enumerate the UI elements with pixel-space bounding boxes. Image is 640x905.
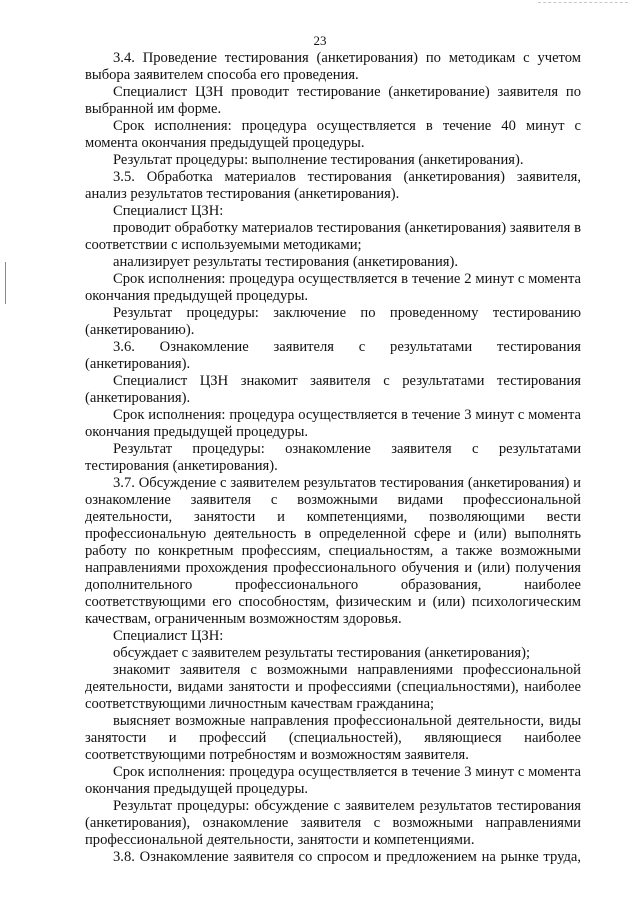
paragraph-3-7-title: 3.7. Обсуждение с заявителем результатов тестирования (анкетирования) и ознакомление заявителя с возможными видами профессиональной деятельности, занятости и компетенциями, позволяющими вести профессиональную деятельность в определенной сфере и (или) выполнять работу по конкретным профессиям, специальностям, а также возможными направлениями прохождения профессионального обучения и (или) получения дополнительного профессионального образования, наиболее соответствующими его способностям, физическим и (или) психологическим качествам, ограниченным возможностям здоровья. [85,475,581,627]
scan-margin-mark [5,262,6,304]
paragraph-3-7-result: Результат процедуры: обсуждение с заявителем результатов тестирования (анкетирования), ознакомление заявителя с возможными направлениями профессиональной деятельности, занятости и компетенциями. [85,798,581,848]
paragraph-3-8-title: 3.8. Ознакомление заявителя со спросом и предложением на рынке труда, [113,849,581,865]
paragraph-3-7-action-3: выясняет возможные направления профессиональной деятельности, виды занятости и профессий (специальностей), являющиеся наиболее соответствующими потребностям и возможностям заявителя. [85,713,581,763]
paragraph-3-6-result: Результат процедуры: ознакомление заявителя с результатами тестирования (анкетирования). [85,441,581,474]
paragraph-3-5-action-1: проводит обработку материалов тестирования (анкетирования) заявителя в соответствии с используемыми методиками; [85,220,581,253]
paragraph-3-5-action-2: анализирует результаты тестирования (анкетирования). [113,254,458,270]
document-body [85,50,581,866]
paragraph-3-4-result: Результат процедуры: выполнение тестирования (анкетирования). [113,152,524,168]
paragraph-3-7-action-1: обсуждает с заявителем результаты тестирования (анкетирования); [113,645,531,661]
paragraph-3-7-action-2: знакомит заявителя с возможными направлениями профессиональной деятельности, видами занятости и профессиями (специальностями), наиболее соответствующими личностным качествам гражданина; [85,662,581,712]
paragraph-3-6-deadline: Срок исполнения: процедура осуществляется в течение 3 минут с момента окончания предыдущей процедуры. [85,407,581,440]
paragraph-3-5-result: Результат процедуры: заключение по проведенному тестированию (анкетированию). [85,305,581,338]
paragraph-3-7-deadline: Срок исполнения: процедура осуществляется в течение 3 минут с момента окончания предыдущей процедуры. [85,764,581,797]
paragraph-3-4-specialist: Специалист ЦЗН проводит тестирование (анкетирование) заявителя по выбранной им форме. [85,84,581,117]
scan-artifact [538,2,628,6]
paragraph-3-4-title: 3.4. Проведение тестирования (анкетирования) по методикам с учетом выбора заявителем способа его проведения. [85,50,581,83]
paragraph-3-5-title: 3.5. Обработка материалов тестирования (анкетирования) заявителя, анализ результатов тестирования (анкетирования). [85,169,581,202]
page-number: 23 [313,33,327,48]
paragraph-3-7-specialist: Специалист ЦЗН: [113,628,224,644]
paragraph-3-6-title: 3.6. Ознакомление заявителя с результатами тестирования (анкетирования). [85,339,581,372]
paragraph-3-5-specialist: Специалист ЦЗН: [113,203,224,219]
paragraph-3-6-specialist: Специалист ЦЗН знакомит заявителя с результатами тестирования (анкетирования). [85,373,581,406]
paragraph-3-4-deadline: Срок исполнения: процедура осуществляется в течение 40 минут с момента окончания предыдущей процедуры. [85,118,581,151]
paragraph-3-5-deadline: Срок исполнения: процедура осуществляется в течение 2 минут с момента окончания предыдущей процедуры. [85,271,581,304]
